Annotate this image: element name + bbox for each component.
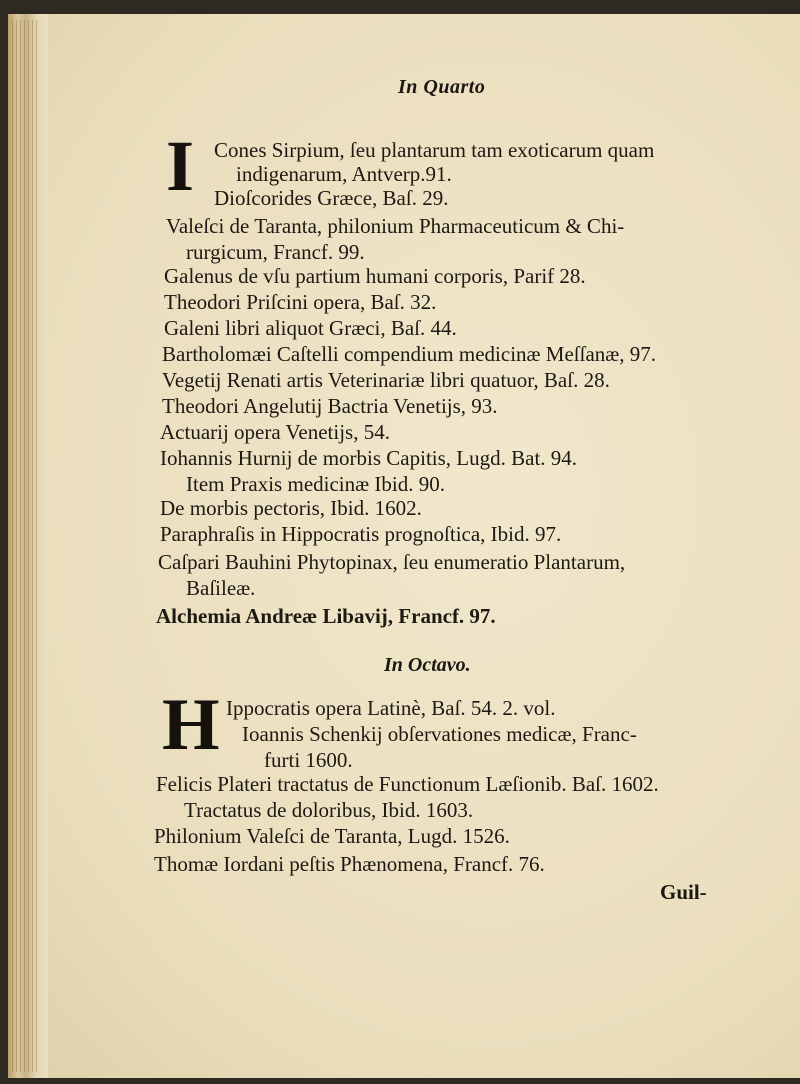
drop-cap-i: I xyxy=(166,126,195,206)
quarto-line: indigenarum, Antverp.91. xyxy=(236,162,452,186)
octavo-first-line: Ippocratis opera Latinè, Baſ. 54. 2. vol. xyxy=(226,696,556,720)
catchword: Guil- xyxy=(660,880,707,904)
quarto-line: Iohannis Hurnij de morbis Capitis, Lugd. Bat. 94. xyxy=(160,446,578,470)
quarto-line: De morbis pectoris, Ibid. 1602. xyxy=(160,496,422,520)
quarto-line: Alchemia Andreæ Libavij, Francf. 97. xyxy=(156,604,496,628)
quarto-line: Valeſci de Taranta, philonium Pharmaceuticum & Chi- xyxy=(166,214,625,238)
quarto-line: Caſpari Bauhini Phytopinax, ſeu enumeratio Plantarum, xyxy=(158,550,626,574)
octavo-line: Thomæ Iordani peſtis Phænomena, Francf. 76. xyxy=(154,852,545,876)
section-head-octavo: In Octavo. xyxy=(384,654,471,676)
page-edges xyxy=(12,20,38,1072)
quarto-line: Galeni libri aliquot Græci, Baſ. 44. xyxy=(164,316,457,340)
quarto-line: Theodori Priſcini opera, Baſ. 32. xyxy=(164,290,437,314)
octavo-line: Ioannis Schenkij obſervationes medicæ, Franc- xyxy=(242,722,637,746)
quarto-line: Paraphraſis in Hippocratis prognoſtica, Ibid. 97. xyxy=(160,522,562,546)
octavo-line: Felicis Plateri tractatus de Functionum Læſionib. Baſ. 1602. xyxy=(156,772,659,796)
running-head: In Quarto xyxy=(398,76,486,98)
quarto-line: Vegetij Renati artis Veterinariæ libri quatuor, Baſ. 28. xyxy=(162,368,610,392)
quarto-line: Item Praxis medicinæ Ibid. 90. xyxy=(186,472,445,496)
quarto-line: rurgicum, Francf. 99. xyxy=(186,240,365,264)
octavo-line: furti 1600. xyxy=(264,748,353,772)
quarto-line: Actuarij opera Venetijs, 54. xyxy=(160,420,390,444)
octavo-line: Philonium Valeſci de Taranta, Lugd. 1526. xyxy=(154,824,510,848)
quarto-line: Galenus de vſu partium humani corporis, Parif 28. xyxy=(164,264,586,288)
quarto-first-line: Cones Sirpium, ſeu plantarum tam exoticarum quam xyxy=(214,138,655,162)
quarto-line: Baſileæ. xyxy=(186,576,256,600)
octavo-line: Tractatus de doloribus, Ibid. 1603. xyxy=(184,798,474,822)
quarto-line: Theodori Angelutij Bactria Venetijs, 93. xyxy=(162,394,498,418)
quarto-line: Dioſcorides Græce, Baſ. 29. xyxy=(214,186,449,210)
drop-cap-h: H xyxy=(162,684,220,766)
quarto-line: Bartholomæi Caſtelli compendium medicinæ Meſſanæ, 97. xyxy=(162,342,657,366)
